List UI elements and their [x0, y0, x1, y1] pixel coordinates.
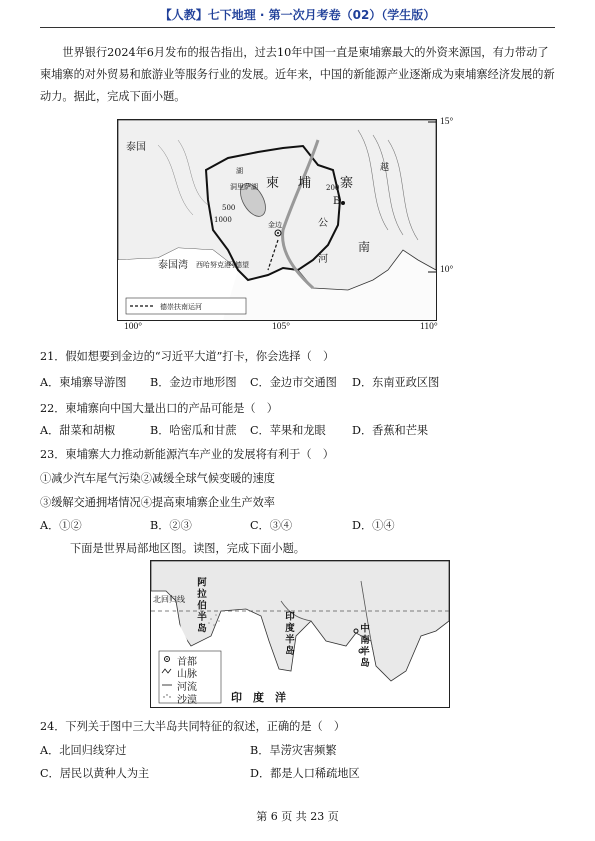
q21-option-a[interactable]: A．柬埔寨导游图 — [40, 376, 127, 389]
q24-option-d[interactable]: D．都是人口稀疏地区 — [250, 767, 360, 780]
lon-label-110: 110° — [420, 322, 438, 332]
label-arabia: 阿拉伯半岛 — [195, 577, 206, 635]
label-mekong-2: 河 — [318, 254, 328, 265]
label-cambodia-3: 寨 — [340, 176, 354, 191]
label-ocean: 印 度 洋 — [231, 691, 286, 704]
intro-paragraph: 世界银行2024年6月发布的报告指出，过去10年中国一直是柬埔寨最大的外资来源国，有力带动了柬埔寨的对外贸易和旅游业等服务行业的发展。近年来，中国的新能源产业逐渐成为柬埔寨经济发展的新动力。据此，完成下面小题。 — [40, 46, 555, 103]
page-header: 【人教】七下地理 · 第一次月考卷（02）（学生版） — [40, 6, 555, 28]
label-contour-500: 500 — [222, 204, 236, 212]
label-thailand: 泰国 — [126, 142, 146, 153]
question-21-stem: 21．假如想要到金边的“习近平大道”打卡，你会选择（ ） — [40, 350, 335, 363]
label-tonle-sap: 洞里萨湖 — [230, 183, 258, 191]
label-contour-1000: 1000 — [214, 216, 232, 224]
lon-label-105: 105° — [272, 322, 291, 332]
q21-option-b[interactable]: B．金边市地形图 — [150, 376, 237, 389]
q22-option-d[interactable]: D．香蕉和芒果 — [352, 424, 429, 437]
label-lake: 湖 — [236, 167, 243, 175]
q23-items-1: ①减少汽车尾气污染②减缓全球气候变暖的速度 — [40, 472, 275, 485]
world-region-map — [150, 560, 450, 708]
lat-label-15: 15° — [440, 117, 454, 127]
label-sihanoukville: 西哈努克港 — [196, 261, 231, 269]
q24-option-c[interactable]: C．居民以黄种人为主 — [40, 767, 150, 780]
q21-option-c[interactable]: C．金边市交通图 — [250, 376, 337, 389]
label-cambodia-1: 柬 — [266, 176, 280, 191]
q23-option-d[interactable]: D．①④ — [352, 519, 395, 532]
label-battambang: 马德望 — [228, 261, 249, 269]
cambodia-map — [117, 119, 437, 321]
q22-option-a[interactable]: A．甜菜和胡椒 — [40, 424, 116, 437]
label-point-b: B — [333, 196, 341, 207]
label-tropic: 北回归线 — [153, 595, 185, 604]
label-contour-200: 200 — [326, 184, 340, 192]
q22-option-c[interactable]: C．苹果和龙眼 — [250, 424, 326, 437]
label-mekong-1: 公 — [318, 218, 328, 229]
q23-option-b[interactable]: B．②③ — [150, 519, 192, 532]
q23-option-c[interactable]: C．③④ — [250, 519, 293, 532]
question-22-stem: 22．柬埔寨向中国大量出口的产品可能是（ ） — [40, 402, 278, 415]
q24-option-b[interactable]: B．旱涝灾害频繁 — [250, 744, 337, 757]
question-24-stem: 24．下列关于图中三大半岛共同特征的叙述，正确的是（ ） — [40, 720, 346, 733]
legend-river: 河流 — [177, 682, 197, 693]
q24-option-a[interactable]: A．北回归线穿过 — [40, 744, 127, 757]
legend-mountain: 山脉 — [177, 669, 197, 680]
legend-capital: 首都 — [177, 657, 197, 668]
label-gulf: 泰国湾 — [158, 260, 188, 271]
q23-option-a[interactable]: A．①② — [40, 519, 82, 532]
page-footer: 第 6 页 共 23 页 — [256, 810, 339, 823]
question-23-stem: 23．柬埔寨大力推动新能源汽车产业的发展将有利于（ ） — [40, 448, 334, 461]
intro2-text: 下面是世界局部地区图。读图，完成下面小题。 — [70, 542, 305, 555]
label-india: 印度半岛 — [283, 611, 294, 657]
map1-legend-canal: 德崇扶南运河 — [160, 303, 202, 311]
label-vietnam-2: 南 — [358, 240, 371, 254]
q21-option-d[interactable]: D．东南亚政区图 — [352, 376, 440, 389]
label-vietnam-1: 越 — [380, 163, 390, 173]
lon-label-100: 100° — [124, 322, 143, 332]
label-indochina: 中南半岛 — [358, 623, 369, 669]
label-capital: 金边 — [268, 221, 282, 229]
label-cambodia-2: 埔 — [298, 176, 312, 191]
q22-option-b[interactable]: B．哈密瓜和甘蔗 — [150, 424, 237, 437]
lat-label-10: 10° — [440, 265, 454, 275]
legend-desert: 沙漠 — [177, 695, 197, 706]
q23-items-2: ③缓解交通拥堵情况④提高柬埔寨企业生产效率 — [40, 496, 275, 509]
